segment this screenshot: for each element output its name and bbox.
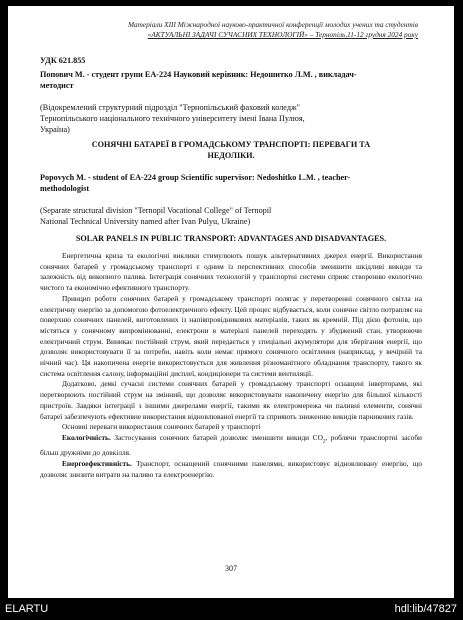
page-number: 307 <box>225 564 237 573</box>
authors-ua-line-2: методист <box>40 81 74 90</box>
paragraph-ecology <box>40 433 422 459</box>
article-body <box>40 251 422 480</box>
header-text-1: Матеріали XIII Міжнародної науково-практичної конференції молодих учених та студентів <box>128 20 418 29</box>
co2-subscript: 2 <box>322 439 326 445</box>
paragraph-inverters: Додатково, деякі сучасні системи сонячних батарей у громадському транспорті оснащені інверторами, які перетворюють постійний струм на змінний, що дозволяє використовувати накопичену енергію для більшої кількості пристроїв. Завдяки інтеграції з іншими джерелами енергії, такими як електромережа чи паливні елементи, сонячні батареї забезпечують ефективне використання відновлюваної енергії та сприяють зниженню викидів парникових газів. <box>40 379 422 421</box>
repository-name: ELARTU <box>5 603 49 615</box>
paragraph-efficiency <box>40 459 422 480</box>
authors-en-line-1: Popovych M. - student of EA-224 group Scientific supervisor: Nedoshitko L.M. , teacher- <box>40 173 351 182</box>
efficiency-text: Транспорт, оснащений сонячними панелями, використовує відновлювану енергію, що дозволяє знизити витрати на паливо та електроенергію. <box>40 458 422 479</box>
handle-id: hdl:lib/47827 <box>394 603 457 615</box>
repository-footer <box>0 598 463 620</box>
title-ua-line-1: СОНЯЧНІ БАТАРЕЇ В ГРОМАДСЬКОМУ ТРАНСПОРТІ: ПЕРЕВАГИ ТА <box>91 140 371 149</box>
affiliation-ua-line-3: Україна) <box>40 125 70 134</box>
affiliation-ua-line-1: (Відокремлений структурний підрозділ "Тернопільський фаховий коледж" <box>40 103 300 112</box>
document-page <box>8 6 454 598</box>
title-en: SOLAR PANELS IN PUBLIC TRANSPORT: ADVANTAGES AND DISADVANTAGES. <box>75 234 387 243</box>
udc-code: УДК 621.855 <box>40 56 86 65</box>
ecology-tail: , роблячи транспортні засоби більш дружніми до довкілля. <box>40 432 422 458</box>
affiliation-en-line-1: (Separate structural division "Ternopil Vocational College" of Ternopil <box>40 206 272 215</box>
paragraph-intro: Енергетична криза та екологічні виклики стимулюють пошук альтернативних джерел енергії. Використання сонячних батарей у громадському транспорті є одним із перспективних способів зменшити шкідливі викиди та залежність від викопного палива. Інтеграція сонячних технологій у транспортні системи сприяє створенню екологічно чистого та економічно ефективного транспорту. <box>40 251 422 293</box>
ecology-text: Застосування сонячних батарей дозволяє зменшити викиди СО <box>110 432 323 442</box>
affiliation-ua-line-2: Тернопільського національного технічного університету імені Івана Пулюя, <box>40 114 305 123</box>
paragraph-principle: Принцип роботи сонячних батарей у громадському транспорті полягає у перетворенні сонячного світла на електричну енергію за допомогою фотоелектричного ефекту. Цей процес відбувається, коли сонячне світло потрапляє на поверхню сонячних панелей, виготовлених із напівпровідникових матеріалів, таких як кремній. Під дією фотонів, що містяться у сонячному випромінюванні, електрони в матеріалі панелей переходять у збуджений стан, утворюючи електричний струм. Виникає постійний струм, який передається у спеціальні акумулятори для зберігання енергії, що дозволяє використовувати її за потреби, навіть коли немає прямого сонячного освітлення (наприклад, у вечірній та нічний час). Ця накопичена енергія використовується для живлення різноманітного обладнання транспорту, такого як система освітлення салону, інформаційні дисплеї, кондиціонери та системи вентиляції. <box>40 293 422 378</box>
ecology-term: Екологічність. <box>62 432 111 442</box>
header-text-2: «АКТУАЛЬНІ ЗАДАЧІ СУЧАСНИХ ТЕХНОЛОГІЙ» – Тернопіль,11-12 грудня 2024 року <box>147 30 418 39</box>
paragraph-advantages-heading: Основні переваги використання сонячних батарей у транспорті <box>62 422 261 432</box>
authors-ua-line-1: Попович М. - студент групи ЕА-224 Науковий керівник: Недошитко Л.М. , викладач- <box>40 70 357 79</box>
authors-en-line-2: methodologist <box>40 184 90 193</box>
affiliation-en-line-2: National Technical University named after Ivan Pulyu, Ukraine) <box>40 217 251 226</box>
title-ua-line-2: НЕДОЛІКИ. <box>207 151 255 160</box>
efficiency-term: Енергоефективність. <box>62 458 132 468</box>
